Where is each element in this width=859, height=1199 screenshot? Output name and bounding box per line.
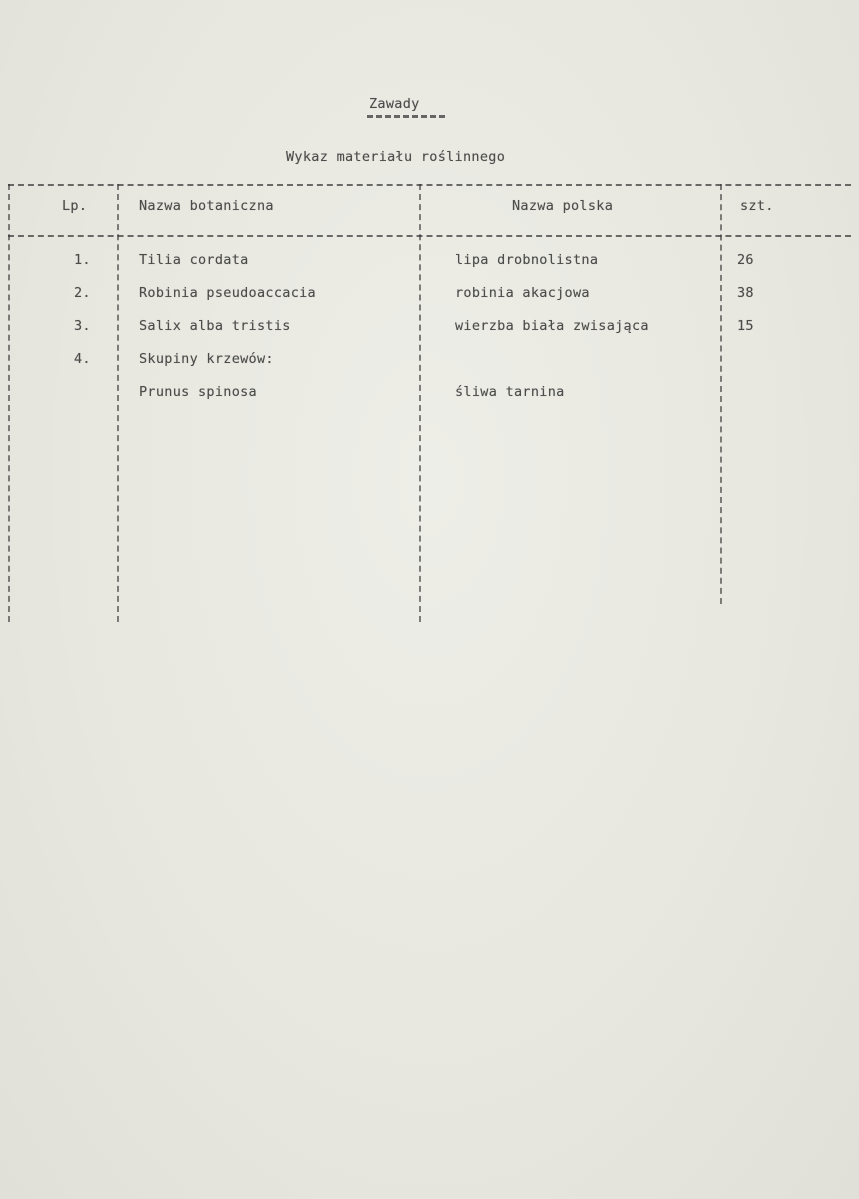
row-1-polish: lipa drobnolistna — [455, 252, 599, 268]
row-5-polish: śliwa tarnina — [455, 384, 565, 400]
row-4-lp: 4. — [74, 351, 91, 367]
header-polish: Nazwa polska — [512, 198, 614, 214]
document-title: Zawady — [369, 96, 420, 112]
row-2-polish: robinia akacjowa — [455, 285, 590, 301]
title-underline — [367, 115, 445, 118]
row-2-botanical: Robinia pseudoaccacia — [139, 285, 316, 301]
column-divider-botanical — [419, 184, 421, 622]
column-divider-lp — [117, 184, 119, 622]
row-5-botanical: Prunus spinosa — [139, 384, 257, 400]
column-divider-polish — [720, 184, 722, 604]
row-1-botanical: Tilia cordata — [139, 252, 249, 268]
row-1-qty: 26 — [737, 252, 754, 268]
document-subtitle: Wykaz materiału roślinnego — [286, 149, 506, 165]
header-qty: szt. — [740, 198, 774, 214]
row-1-lp: 1. — [74, 252, 91, 268]
header-botanical: Nazwa botaniczna — [139, 198, 274, 214]
row-3-lp: 3. — [74, 318, 91, 334]
row-2-lp: 2. — [74, 285, 91, 301]
row-3-qty: 15 — [737, 318, 754, 334]
row-2-qty: 38 — [737, 285, 754, 301]
table-header-border — [8, 235, 851, 237]
header-lp: Lp. — [62, 198, 88, 214]
row-3-botanical: Salix alba tristis — [139, 318, 291, 334]
table-top-border — [8, 184, 851, 186]
row-4-botanical: Skupiny krzewów: — [139, 351, 274, 367]
table-left-border — [8, 184, 10, 622]
row-3-polish: wierzba biała zwisająca — [455, 318, 649, 334]
